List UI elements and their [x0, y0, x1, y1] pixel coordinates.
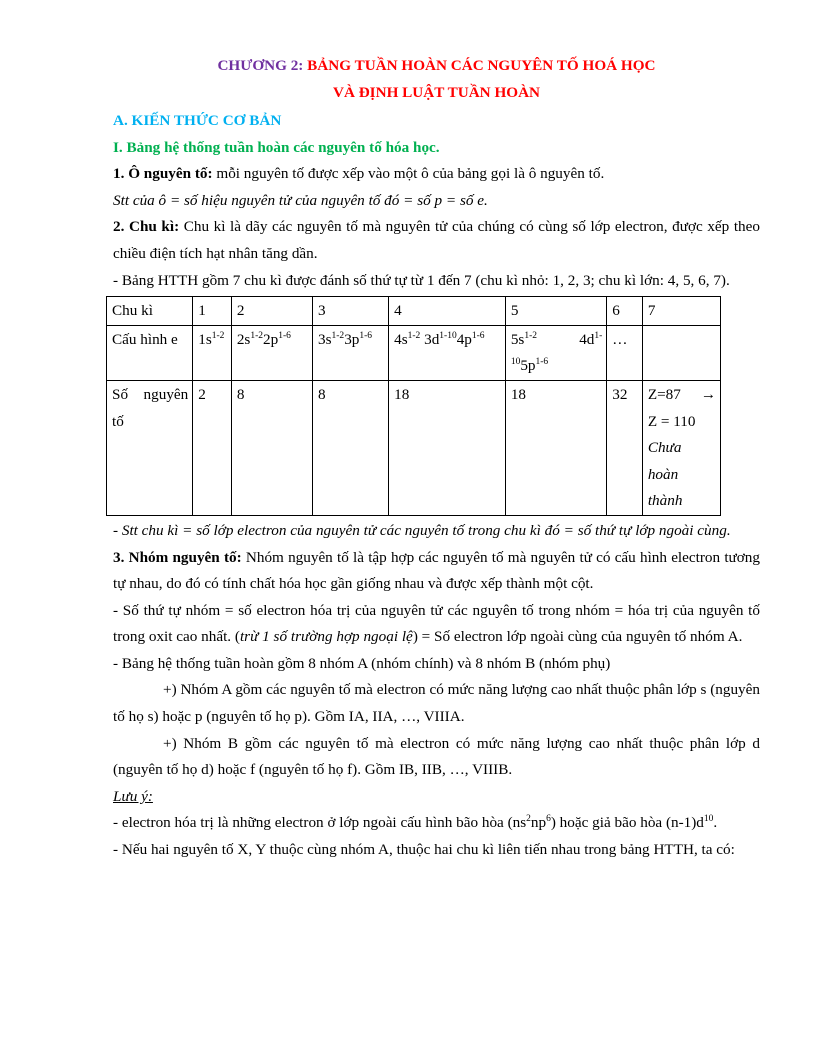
- group-heading: 3. Nhóm nguyên tố:: [113, 548, 242, 566]
- table-cell: [193, 325, 232, 380]
- chapter-label: CHƯƠNG 2:: [217, 57, 308, 74]
- config-sup: 1-2: [250, 330, 263, 341]
- table-header-count: [107, 380, 193, 515]
- paragraph-element-cell: [113, 161, 760, 188]
- count-label-word: Số: [112, 385, 129, 403]
- period-heading: 2. Chu kì:: [113, 218, 180, 236]
- table-cell: 7: [642, 297, 720, 326]
- period-text: Chu kì là dãy các nguyên tố mà nguyên tử của chúng có cùng số lớp electron, được xếp theo chiều điện tích hạt nhân tăng dần.: [113, 218, 760, 262]
- count-label-line: [112, 382, 188, 409]
- note-sup: 2: [526, 814, 531, 825]
- paragraph-group: [113, 545, 760, 598]
- period-bullet: - Bảng HTTH gồm 7 chu kì được đánh số thứ tự từ 1 đến 7 (chu kì nhỏ: 1, 2, 3; chu kì lớn: 4, 5, 6, 7).: [113, 271, 730, 289]
- table-cell: 6: [607, 297, 643, 326]
- table-cell: 3: [313, 297, 389, 326]
- paragraph-period: [113, 214, 760, 267]
- config-sup: 1-2: [524, 330, 537, 341]
- group-bullet-1: [113, 598, 760, 651]
- config-line: [511, 353, 602, 380]
- table-cell: 1: [193, 297, 232, 326]
- page-content: [113, 52, 760, 864]
- config-text: 4s: [394, 330, 408, 348]
- note-2: - Nếu hai nguyên tố X, Y thuộc cùng nhóm A, thuộc hai chu kì liên tiến nhau trong bảng HTTH, ta có:: [113, 841, 735, 859]
- config-text: 4d: [579, 330, 595, 348]
- config-sup: 1-6: [278, 330, 291, 341]
- table-cell: [505, 325, 606, 380]
- table-cell: 8: [231, 380, 312, 515]
- table-cell: 18: [505, 380, 606, 515]
- count-label-word: nguyên: [143, 385, 189, 403]
- note-sup: 10: [703, 814, 714, 825]
- count-label-word: tố: [112, 412, 124, 430]
- chapter-title: BẢNG TUẦN HOÀN CÁC NGUYÊN TỐ HOÁ HỌC: [307, 57, 656, 74]
- config-sup: 1-: [594, 330, 603, 341]
- count-text: Z=87: [647, 385, 681, 403]
- count-text: Z = 110: [647, 412, 696, 430]
- config-text: 3s: [318, 330, 332, 348]
- note-text: - electron hóa trị là những electron ở lớp ngoài cấu hình bão hòa (ns: [113, 814, 527, 832]
- config-sup: 1-10: [439, 330, 457, 341]
- table-cell: [642, 380, 720, 515]
- config-part: [579, 327, 602, 354]
- config-text: 4p: [456, 330, 472, 348]
- group-bullet-text: - Số thứ tự nhóm = số electron hóa trị của nguyên tử các nguyên tố trong nhóm = hóa trị của nguyên tố trong oxit cao nhất. (: [113, 601, 760, 646]
- config-line: [511, 327, 602, 354]
- period-number-note: - Stt chu kì = số lớp electron của nguyên tử các nguyên tố trong chu kì đó = số thứ tự lớp ngoài cùng.: [113, 521, 731, 539]
- config-text: 1s: [198, 330, 212, 348]
- config-sup: 1-6: [471, 330, 485, 341]
- count-line: [648, 382, 716, 409]
- element-cell-text: mỗi nguyên tố được xếp vào một ô của bảng gọi là ô nguyên tố.: [212, 165, 605, 183]
- table-cell: [231, 325, 312, 380]
- table-cell: 32: [607, 380, 643, 515]
- note-1: [113, 810, 760, 837]
- group-bullet-3: +) Nhóm A gồm các nguyên tố mà electron có mức năng lượng cao nhất thuộc phân lớp s (nguyên tố họ s) hoặc p (nguyên tố họ p). Gồm IA, IIA, …, VIIIA.: [113, 681, 760, 726]
- group-bullet-2: - Bảng hệ thống tuần hoàn gồm 8 nhóm A (nhóm chính) và 8 nhóm B (nhóm phụ): [113, 654, 611, 672]
- table-cell: [389, 325, 506, 380]
- table-cell: [313, 325, 389, 380]
- table-cell: 18: [389, 380, 506, 515]
- table-cell: 4: [389, 297, 506, 326]
- chapter-title-line1: [113, 52, 760, 79]
- config-text: 3d: [420, 330, 440, 348]
- element-cell-formula: Stt của ô = số hiệu nguyên tử của nguyên tố đó = số p = số e.: [113, 191, 488, 209]
- config-sup: 10: [510, 357, 521, 368]
- arrow-icon: →: [700, 385, 716, 403]
- group-text: Nhóm nguyên tố là tập hợp các nguyên tố mà nguyên tử có cấu hình electron tương tự nhau, do đó có tính chất hóa học gần giống nhau và được xếp thành một cột.: [113, 548, 760, 593]
- config-text: 2p: [263, 330, 279, 348]
- period-table: [106, 296, 721, 516]
- group-bullet-italic: trừ 1 số trường hợp ngoại lệ: [239, 628, 413, 646]
- section-a-heading: A. KIẾN THỨC CƠ BẢN: [113, 112, 282, 129]
- section-i-heading: I. Bảng hệ thống tuần hoàn các nguyên tố hóa học.: [113, 138, 440, 156]
- note-label: Lưu ý:: [113, 787, 153, 805]
- config-text: 2s: [236, 330, 251, 348]
- note-text: .: [713, 814, 718, 832]
- config-sup: 1-2: [211, 330, 225, 341]
- count-text: Chưa: [647, 439, 682, 457]
- table-cell: [642, 325, 720, 380]
- table-header-config: Cấu hình e: [107, 325, 193, 380]
- group-bullet-4: +) Nhóm B gồm các nguyên tố mà electron có mức năng lượng cao nhất thuộc phân lớp d (nguyên tố họ d) hoặc f (nguyên tố họ f). Gồm IB, IIB, …, VIIIB.: [113, 734, 760, 779]
- table-header-period: Chu kì: [107, 297, 193, 326]
- config-text: 5p: [520, 357, 536, 375]
- config-sup: 1-6: [359, 330, 373, 341]
- note-text: ) hoặc giả bão hòa (n-1)d: [550, 814, 704, 832]
- config-sup: 1-2: [407, 330, 421, 341]
- config-sup: 1-6: [535, 357, 549, 368]
- config-sup: 1-2: [331, 330, 345, 341]
- table-row-config: [107, 325, 721, 380]
- table-cell: 2: [193, 380, 232, 515]
- count-text: hoàn: [647, 465, 679, 483]
- table-row-period: [107, 297, 721, 326]
- config-part: [511, 327, 537, 354]
- config-text: 3p: [344, 330, 360, 348]
- count-text: thành: [647, 492, 683, 510]
- chapter-title-line2: VÀ ĐỊNH LUẬT TUẦN HOÀN: [332, 84, 541, 101]
- table-cell: 8: [313, 380, 389, 515]
- table-cell: …: [607, 325, 643, 380]
- element-cell-heading: 1. Ô nguyên tố:: [113, 165, 213, 183]
- table-cell: 5: [505, 297, 606, 326]
- group-bullet-text: ) = Số electron lớp ngoài cùng của nguyên tố nhóm A.: [412, 628, 743, 646]
- table-cell: 2: [231, 297, 312, 326]
- note-text: np: [530, 814, 547, 832]
- config-text: 5s: [510, 330, 525, 348]
- table-row-count: [107, 380, 721, 515]
- note-sup: 6: [546, 814, 551, 825]
